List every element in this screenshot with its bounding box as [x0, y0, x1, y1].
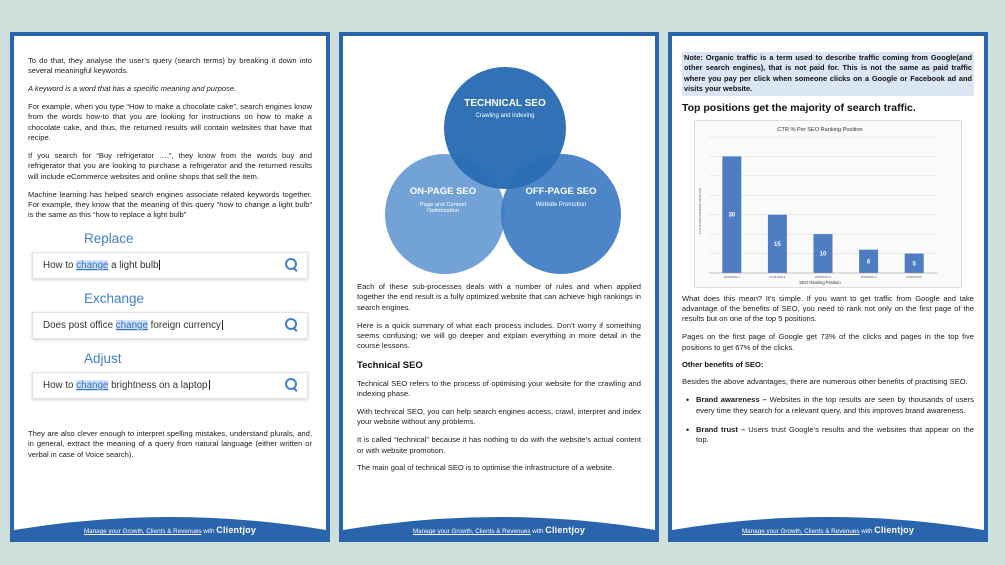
paragraph: Besides the above advantages, there are numerous other benefits of practising SEO.	[682, 377, 968, 387]
venn-label-off-page: OFF-PAGE SEO Website Promotion	[525, 186, 597, 208]
page-footer	[14, 508, 326, 538]
chart-title: CTR % Per SEO Ranking Position	[777, 126, 863, 133]
search-query: How to change brightness on a laptop	[43, 379, 208, 391]
benefits-list	[682, 395, 974, 446]
footer-tagline: Manage your Growth, Clients & Revenues with Clientjoy	[741, 525, 915, 535]
page-3	[668, 32, 988, 542]
search-input[interactable]	[32, 372, 308, 399]
search-icon[interactable]	[285, 378, 299, 392]
paragraph: If you search for “Buy refrigerator ….”, they know from the words buy and refrigerator that you are looking to purchase a refrigerator and the returned results will include eCommerce websites and online shops that sell the item.	[28, 151, 312, 181]
page-footer	[672, 508, 984, 538]
note-box: Note: Organic traffic is a term used to describe traffic coming from Google(and other search engines), that is not paid for. This is not the same as paid traffic where you pay per click when someone clicks on a Google or Facebook ad and visits your website.	[682, 52, 974, 96]
paragraph: To do that, they analyse the user’s query (search terms) by breaking it down into several meaningful keywords.	[28, 56, 312, 76]
page-2	[339, 32, 659, 542]
clientjoy-logo: Clientjoy	[545, 525, 586, 535]
chart-tick-label: POSITION 2	[769, 274, 786, 279]
paragraph: They are also clever enough to interpret spelling mistakes, understand plurals, and, in general, extract the meaning of a query from natural language (either written or verbal in case of Voice search).	[28, 428, 312, 459]
search-icon[interactable]	[285, 318, 299, 332]
paragraph: What does this mean? It’s simple. If you want to get traffic from Google and take advantage of the benefits of SEO, you need to rank not only on the first page of the results but on one of the top 5 positions.	[682, 293, 974, 324]
search-icon[interactable]	[285, 258, 299, 272]
keyword-definition: A keyword is a word that has a specific meaning and purpose.	[28, 84, 237, 94]
venn-label-technical: TECHNICAL SEO Crawling and indexing	[464, 98, 546, 119]
chart-tick-label: POSITION 1	[723, 274, 740, 279]
paragraph: Machine learning has helped search engines associate related keywords together. For example, they know that the meaning of this query “how to change a light bulb” is the same as this “how to replace a light bulb”	[28, 189, 312, 220]
chart-data-label: 10	[819, 251, 827, 258]
search-input[interactable]	[32, 312, 308, 339]
chart-y-label: CTR % PER RANKING POSITION	[698, 187, 702, 234]
paragraph: Pages on the first page of Google get 73% of the clicks and pages in the top five positions to get 67% of the clicks.	[682, 332, 974, 352]
paragraph: Each of these sub-processes deals with a number of rules and when applied together the end result is a fully optimized website that can achieve high rankings in search engines.	[357, 282, 641, 312]
chart-data-label: 6	[866, 258, 871, 265]
search-label: Exchange	[84, 290, 145, 306]
section-heading: Top positions get the majority of search traffic.	[682, 101, 916, 114]
seo-venn-diagram	[383, 58, 623, 298]
list-item: • Brand awareness – Websites in the top results are seen by thousands of users every time they search for a relevant query, and this improves brand awareness.	[696, 395, 974, 416]
footer-tagline: Manage your Growth, Clients & Revenues with Clientjoy	[83, 525, 257, 535]
paragraph: For example, when you type “How to make a chocolate cake”, search engines know from the words how-to that you are looking for instructions on how to make a chocolate cake, and thus, the returned results will contain websites that have that recipe.	[28, 102, 312, 143]
search-query: How to change a light bulb	[43, 259, 159, 271]
subheading: Other benefits of SEO:	[682, 360, 764, 370]
chart-data-label: 15	[774, 241, 781, 248]
chart-svg	[695, 121, 945, 287]
paragraph: The main goal of technical SEO is to optimise the infrastructure of a website.	[357, 463, 615, 473]
paragraph: Here is a quick summary of what each process includes. Don’t worry if something seems confusing; we will go deeper and explain everything in more detail in the course lessons.	[357, 320, 641, 351]
section-heading: Technical SEO	[357, 359, 423, 371]
page-footer	[343, 508, 655, 538]
circle-technical-seo	[444, 67, 566, 189]
clientjoy-logo: Clientjoy	[874, 525, 915, 535]
footer-tagline: Manage your Growth, Clients & Revenues with Clientjoy	[412, 525, 586, 535]
search-example-2	[28, 291, 312, 339]
chart-tick-label: POSITION 5	[906, 274, 923, 279]
chart-tick-label: POSITION 4	[860, 274, 877, 279]
chart-tick-label: POSITION 3	[815, 274, 831, 279]
clientjoy-logo: Clientjoy	[216, 525, 257, 535]
chart-data-label: 30	[728, 212, 736, 219]
paragraph: With technical SEO, you can help search engines access, crawl, interpret and index your website without any problems.	[357, 407, 641, 427]
search-query: Does post office change foreign currency	[43, 319, 221, 331]
search-label: Replace	[84, 230, 134, 246]
paragraph: It is called “technical” because it has nothing to do with the website’s actual content or with website promotion.	[357, 435, 641, 455]
page-1	[10, 32, 330, 542]
search-example-3	[28, 351, 312, 399]
chart-data-label: 5	[912, 260, 916, 267]
venn-label-on-page: ON-PAGE SEO Page and Context Optimization	[409, 186, 477, 214]
paragraph: Technical SEO refers to the process of optimising your website for the crawling and indexing phase.	[357, 378, 641, 399]
search-example-1	[28, 231, 312, 279]
venn-circles	[383, 58, 623, 298]
list-item: • Brand trust – Users trust Google’s results and the websites that appear on the top.	[696, 425, 974, 446]
search-label: Adjust	[84, 350, 122, 366]
chart-x-label: SEO Ranking Position	[799, 279, 841, 285]
ctr-bar-chart	[694, 120, 962, 288]
search-input[interactable]	[32, 252, 308, 279]
